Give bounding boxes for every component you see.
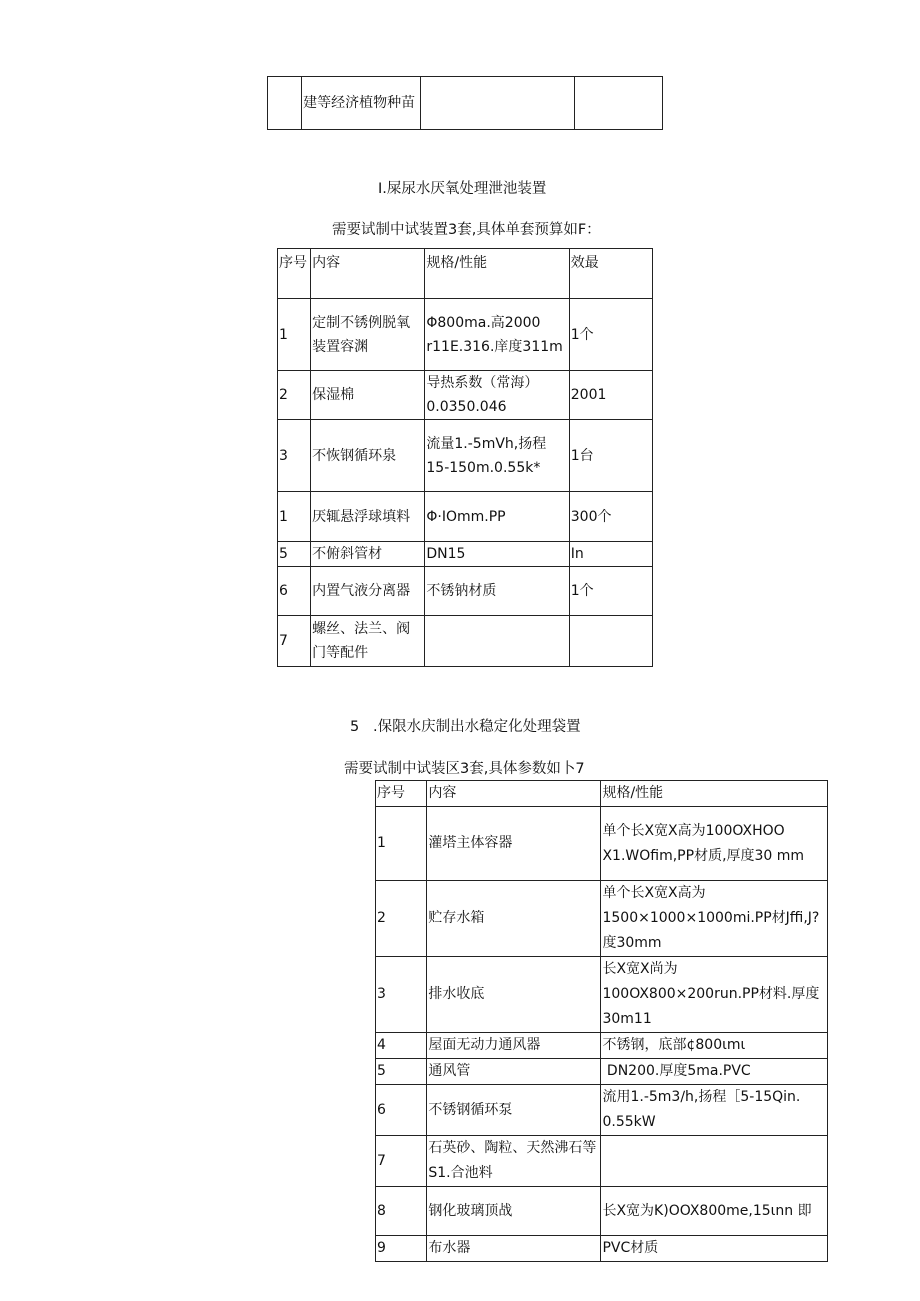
row-spec <box>425 616 569 667</box>
row-content: 石英砂、陶粒、天然沸石等S1.合池料 <box>427 1136 601 1187</box>
row-spec: 长X宽为K)OOX800me,15ιnn 即 <box>601 1187 828 1236</box>
section2-intro: 需要试制中试装区3套,具体参数如卜7 <box>344 761 585 777</box>
row-content: 不俯斜管材 <box>311 542 425 567</box>
row-spec: 长X宽X尚为100OX800×200run.PP材料.厚度30m11 <box>601 957 828 1033</box>
header-cell: 内容 <box>427 781 601 807</box>
row-qty: 1台 <box>569 420 652 492</box>
header-cell: 规格/性能 <box>601 781 828 807</box>
table-row <box>278 299 653 371</box>
header-cell: 效最 <box>569 249 652 299</box>
table-row <box>376 1136 828 1187</box>
row-spec: 流量1.-5mVh,扬程15-150m.0.55k* <box>425 420 569 492</box>
table-row <box>278 371 653 420</box>
table-header-row <box>278 249 653 299</box>
row-qty: 300个 <box>569 492 652 542</box>
row-spec: DN200.厚度5ma.PVC <box>601 1059 828 1085</box>
row-number: 1 <box>278 492 311 542</box>
row-number: 6 <box>278 567 311 616</box>
row-number: 7 <box>376 1136 427 1187</box>
row-spec: Φ800ma.高2000 r11E.316.庠度311m <box>425 299 569 371</box>
table-row <box>376 1187 828 1236</box>
row-spec <box>601 1136 828 1187</box>
row-number: 5 <box>376 1059 427 1085</box>
row-number: 3 <box>278 420 311 492</box>
table-row <box>376 881 828 957</box>
row-content: 螺丝、法兰、阀门等配件 <box>311 616 425 667</box>
section1-intro: 需要试制中试装置3套,具体单套预算如F： <box>332 222 601 238</box>
table-cell <box>574 77 662 130</box>
row-content: 贮存水箱 <box>427 881 601 957</box>
header-cell: 序号 <box>278 249 311 299</box>
row-spec: 不锈钢，底部¢800ιmι <box>601 1033 828 1059</box>
row-spec: 导热系数（常海）0.0350.046 <box>425 371 569 420</box>
table-cell: 建等经济植物种苗 <box>302 77 421 130</box>
header-cell: 规格/性能 <box>425 249 569 299</box>
row-qty: 1个 <box>569 567 652 616</box>
table-row <box>278 542 653 567</box>
table-row <box>278 616 653 667</box>
row-number: 4 <box>376 1033 427 1059</box>
row-content: 厌辄悬浮球填料 <box>311 492 425 542</box>
row-content: 钢化玻璃顶战 <box>427 1187 601 1236</box>
section1-title: I.屎尿水厌氧处理泄池装置 <box>378 181 547 197</box>
row-content: 不锈钢循环泵 <box>427 1085 601 1136</box>
table-row <box>278 567 653 616</box>
header-cell: 内容 <box>311 249 425 299</box>
header-cell: 序号 <box>376 781 427 807</box>
row-qty <box>569 616 652 667</box>
table-row <box>278 492 653 542</box>
row-number: 1 <box>278 299 311 371</box>
row-content: 定制不锈例脱氧装置容渊 <box>311 299 425 371</box>
row-number: 2 <box>278 371 311 420</box>
row-content: 通风管 <box>427 1059 601 1085</box>
row-content: 灌塔主体容器 <box>427 807 601 881</box>
row-spec: Φ·IOmm.PP <box>425 492 569 542</box>
table-cell <box>268 77 302 130</box>
row-content: 布水器 <box>427 1236 601 1262</box>
budget-table <box>277 248 653 667</box>
table-row <box>278 420 653 492</box>
row-number: 1 <box>376 807 427 881</box>
table-row <box>376 1033 828 1059</box>
table-row <box>376 1085 828 1136</box>
row-qty: 2001 <box>569 371 652 420</box>
row-content: 内置气液分离器 <box>311 567 425 616</box>
table-row <box>376 957 828 1033</box>
row-qty: In <box>569 542 652 567</box>
row-content: 保湿棉 <box>311 371 425 420</box>
table-row <box>376 1059 828 1085</box>
row-content: 不恢钢循环泉 <box>311 420 425 492</box>
row-spec: 不锈钠材质 <box>425 567 569 616</box>
row-number: 8 <box>376 1187 427 1236</box>
row-content: 排水收底 <box>427 957 601 1033</box>
table-row <box>376 1236 828 1262</box>
row-number: 3 <box>376 957 427 1033</box>
row-number: 2 <box>376 881 427 957</box>
row-number: 7 <box>278 616 311 667</box>
row-spec: 单个长X宽X高为100OXHOO X1.WOfim,PP材质,厚度30 mm <box>601 807 828 881</box>
row-content: 屋面无动力通风器 <box>427 1033 601 1059</box>
row-number: 5 <box>278 542 311 567</box>
row-spec: DN15 <box>425 542 569 567</box>
row-spec: 流用1.-5m3∕h,扬程［5-15Qin. 0.55kW <box>601 1085 828 1136</box>
parameter-table <box>375 780 828 1262</box>
row-qty: 1个 <box>569 299 652 371</box>
section2-title: 5 .保限水庆制出水稳定化处理袋置 <box>350 719 581 735</box>
table-cell <box>421 77 574 130</box>
table-header-row <box>376 781 828 807</box>
row-spec: 单个长X宽X高为1500×1000×1000mi.PP材Jffi,J?度30mm <box>601 881 828 957</box>
top-table <box>267 76 663 130</box>
row-number: 6 <box>376 1085 427 1136</box>
row-number: 9 <box>376 1236 427 1262</box>
table-row <box>376 807 828 881</box>
row-spec: PVC材质 <box>601 1236 828 1262</box>
